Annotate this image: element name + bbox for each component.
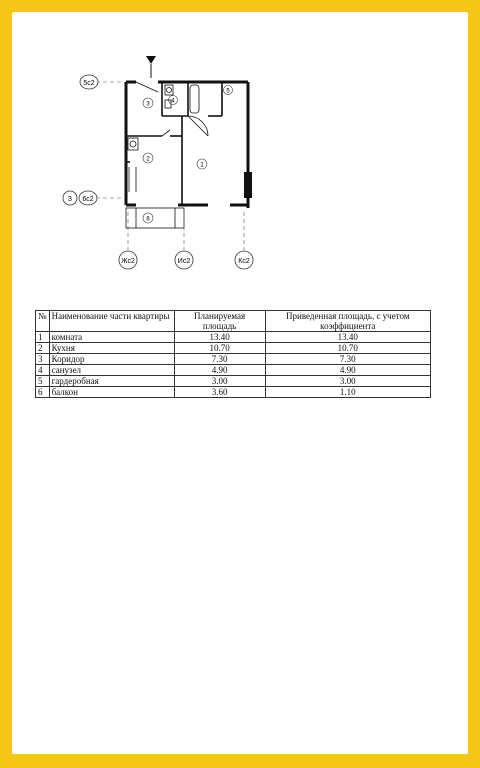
table-row	[36, 343, 431, 354]
row-num: 3	[36, 354, 50, 365]
table-row	[36, 376, 431, 387]
header-reduced: Приведенная площадь, с учетом коэффициента	[265, 311, 430, 332]
svg-text:Кс2: Кс2	[238, 258, 250, 265]
balcony	[126, 208, 184, 228]
room-marker-3	[143, 98, 153, 108]
room-marker-6	[143, 213, 153, 223]
row-name: комната	[49, 332, 174, 343]
room-marker-1	[197, 159, 207, 169]
row-name: Коридор	[49, 354, 174, 365]
row-num: 5	[36, 376, 50, 387]
svg-text:3: 3	[68, 196, 72, 203]
table-header-row	[36, 311, 431, 332]
bathroom-fixtures	[165, 85, 199, 113]
svg-text:Ис2: Ис2	[177, 258, 191, 265]
window-jamb	[244, 172, 252, 198]
entrance-arrow-icon	[146, 56, 156, 64]
table-row	[36, 354, 431, 365]
row-planned: 7.30	[174, 354, 265, 365]
row-reduced: 1.10	[265, 387, 430, 398]
row-reduced: 4.90	[265, 365, 430, 376]
table-row	[36, 332, 431, 343]
svg-text:3: 3	[146, 101, 150, 108]
table-row	[36, 365, 431, 376]
svg-text:2: 2	[146, 156, 150, 163]
axis-marker-bottom-2	[175, 251, 193, 269]
header-name: Наименование части квартиры	[49, 311, 174, 332]
row-reduced: 10.70	[265, 343, 430, 354]
svg-text:4: 4	[171, 98, 175, 105]
table-row	[36, 387, 431, 398]
row-planned: 10.70	[174, 343, 265, 354]
row-name: Кухня	[49, 343, 174, 354]
row-name: санузел	[49, 365, 174, 376]
axis-marker-bottom-1	[119, 251, 137, 269]
door-swings	[136, 82, 208, 136]
row-planned: 3.60	[174, 387, 265, 398]
axis-marker-bottom-3	[235, 251, 253, 269]
svg-text:6: 6	[146, 216, 150, 223]
svg-text:1: 1	[200, 162, 204, 169]
row-reduced: 7.30	[265, 354, 430, 365]
row-planned: 13.40	[174, 332, 265, 343]
row-num: 6	[36, 387, 50, 398]
svg-text:Жс2: Жс2	[121, 258, 135, 265]
row-reduced: 13.40	[265, 332, 430, 343]
row-num: 2	[36, 343, 50, 354]
room-marker-2	[143, 153, 153, 163]
floor-plan	[12, 12, 468, 302]
header-planned: Планируемая площадь	[174, 311, 265, 332]
room-marker-5	[224, 86, 233, 95]
outer-walls	[126, 82, 248, 208]
svg-text:5: 5	[226, 88, 230, 95]
row-num: 1	[36, 332, 50, 343]
row-name: гардеробная	[49, 376, 174, 387]
kitchen-fixtures	[128, 138, 138, 192]
row-reduced: 3.00	[265, 376, 430, 387]
document-sheet	[12, 12, 468, 754]
row-planned: 3.00	[174, 376, 265, 387]
row-name: балкон	[49, 387, 174, 398]
row-num: 4	[36, 365, 50, 376]
svg-text:5с2: 5с2	[83, 80, 95, 87]
row-planned: 4.90	[174, 365, 265, 376]
header-num: №	[36, 311, 50, 332]
area-table	[35, 310, 431, 398]
svg-text:6с2: 6с2	[82, 196, 94, 203]
axis-marker-left-top	[80, 75, 98, 89]
axis-marker-left-mid	[63, 191, 97, 205]
